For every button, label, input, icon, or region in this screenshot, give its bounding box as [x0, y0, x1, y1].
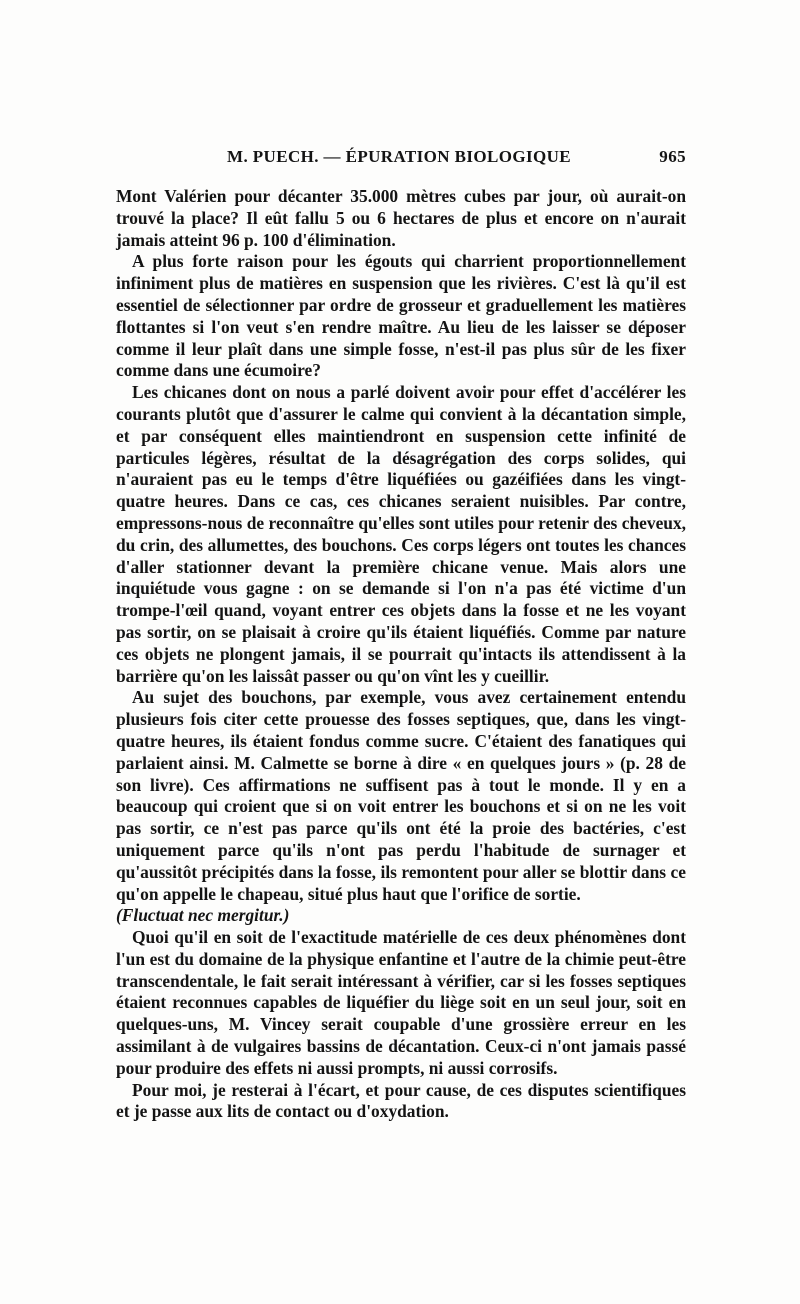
paragraph-phenomena: Quoi qu'il en soit de l'exactitude matérielle de ces deux phénomènes dont l'un est du domaine de la physique enfantine et l'autre de la chimie peut-être transcendentale, le fait serait intéressant à vérifier, car si les fosses septiques étaient reconnues capables de liquéfier du liège soit en un seul jour, soit en quelques-uns, M. Vincey serait coupable d'une grossière erreur en les assimilant à de vulgaires bassins de décantation. Ceux-ci n'ont jamais passé pour produire des effets ni aussi prompts, ni aussi corrosifs. — [116, 927, 686, 1078]
paragraph-conclusion: Pour moi, je resterai à l'écart, et pour cause, de ces disputes scientifiques et je passe aux lits de contact ou d'oxydation. — [116, 1079, 686, 1122]
page-number: 965 — [659, 147, 686, 166]
paragraph-continuation: Mont Valérien pour décanter 35.000 mètres cubes par jour, où aurait-on trouvé la place? Il eût fallu 5 ou 6 hectares de plus et encore on n'aurait jamais atteint 96 p. 100 d'élimination. — [116, 186, 686, 250]
body-text — [116, 186, 686, 1123]
running-head-title: M. PUECH. — ÉPURATION BIOLOGIQUE — [227, 147, 572, 166]
running-head — [116, 147, 686, 173]
paragraph-corks: Au sujet des bouchons, par exemple, vous avez certainement entendu plusieurs fois citer cette prouesse des fosses septiques, que, dans les vingt-quatre heures, ils étaient fondus comme sucre. C'étaient des fanatiques qui parlaient ainsi. M. Calmette se borne à dire « en quelques jours » (p. 28 de son livre). Ces affirmations ne suffisent pas à tout le monde. Il y en a beaucoup qui croient que si on voit entrer les bouchons et si on ne les voit pas sortir, ce n'est pas parce qu'ils ont été la proie des bactéries, c'est uniquement parce qu'ils n'ont pas perdu l'habitude de surnager et qu'aussitôt précipités dans la fosse, ils remontent pour aller se blottir dans ce qu'on appelle le chapeau, situé plus haut que l'orifice de sortie. — [116, 687, 686, 904]
paragraph-sewers: A plus forte raison pour les égouts qui charrient proportionnellement infiniment plus de matières en suspension que les rivières. C'est là qu'il est essentiel de sélectionner par ordre de grosseur et graduellement les matières flottantes si l'on veut s'en rendre maître. Au lieu de les laisser se déposer comme il leur plaît dans une simple fosse, n'est-il pas plus sûr de les fixer comme dans une écumoire? — [116, 251, 686, 381]
latin-motto: (Fluctuat nec mergitur.) — [116, 905, 290, 926]
paragraph-baffles: Les chicanes dont on nous a parlé doivent avoir pour effet d'accélérer les courants plutôt que d'assurer le calme qui convient à la décantation simple, et par conséquent elles maintiendront en suspension cette infinité de particules légères, résultat de la désagrégation des corps solides, qui n'auraient pas eu le temps d'être liquéfiées ou gazéifiées dans les vingt-quatre heures. Dans ce cas, ces chicanes seraient nuisibles. Par contre, empressons-nous de reconnaître qu'elles sont utiles pour retenir des cheveux, du crin, des allumettes, des bouchons. Ces corps légers ont toutes les chances d'aller stationner devant la première chicane venue. Mais alors une inquiétude vous gagne : on se demande si l'on n'a pas été victime d'un trompe-l'œil quand, voyant entrer ces objets dans la fosse et ne les voyant pas sortir, on se plaisait à croire qu'ils étaient liquéfiés. Comme par nature ces objets ne plongent jamais, il se pourrait qu'intacts ils attendissent à la barrière qu'on les laissât passer ou qu'on vînt les y cueillir. — [116, 382, 686, 686]
